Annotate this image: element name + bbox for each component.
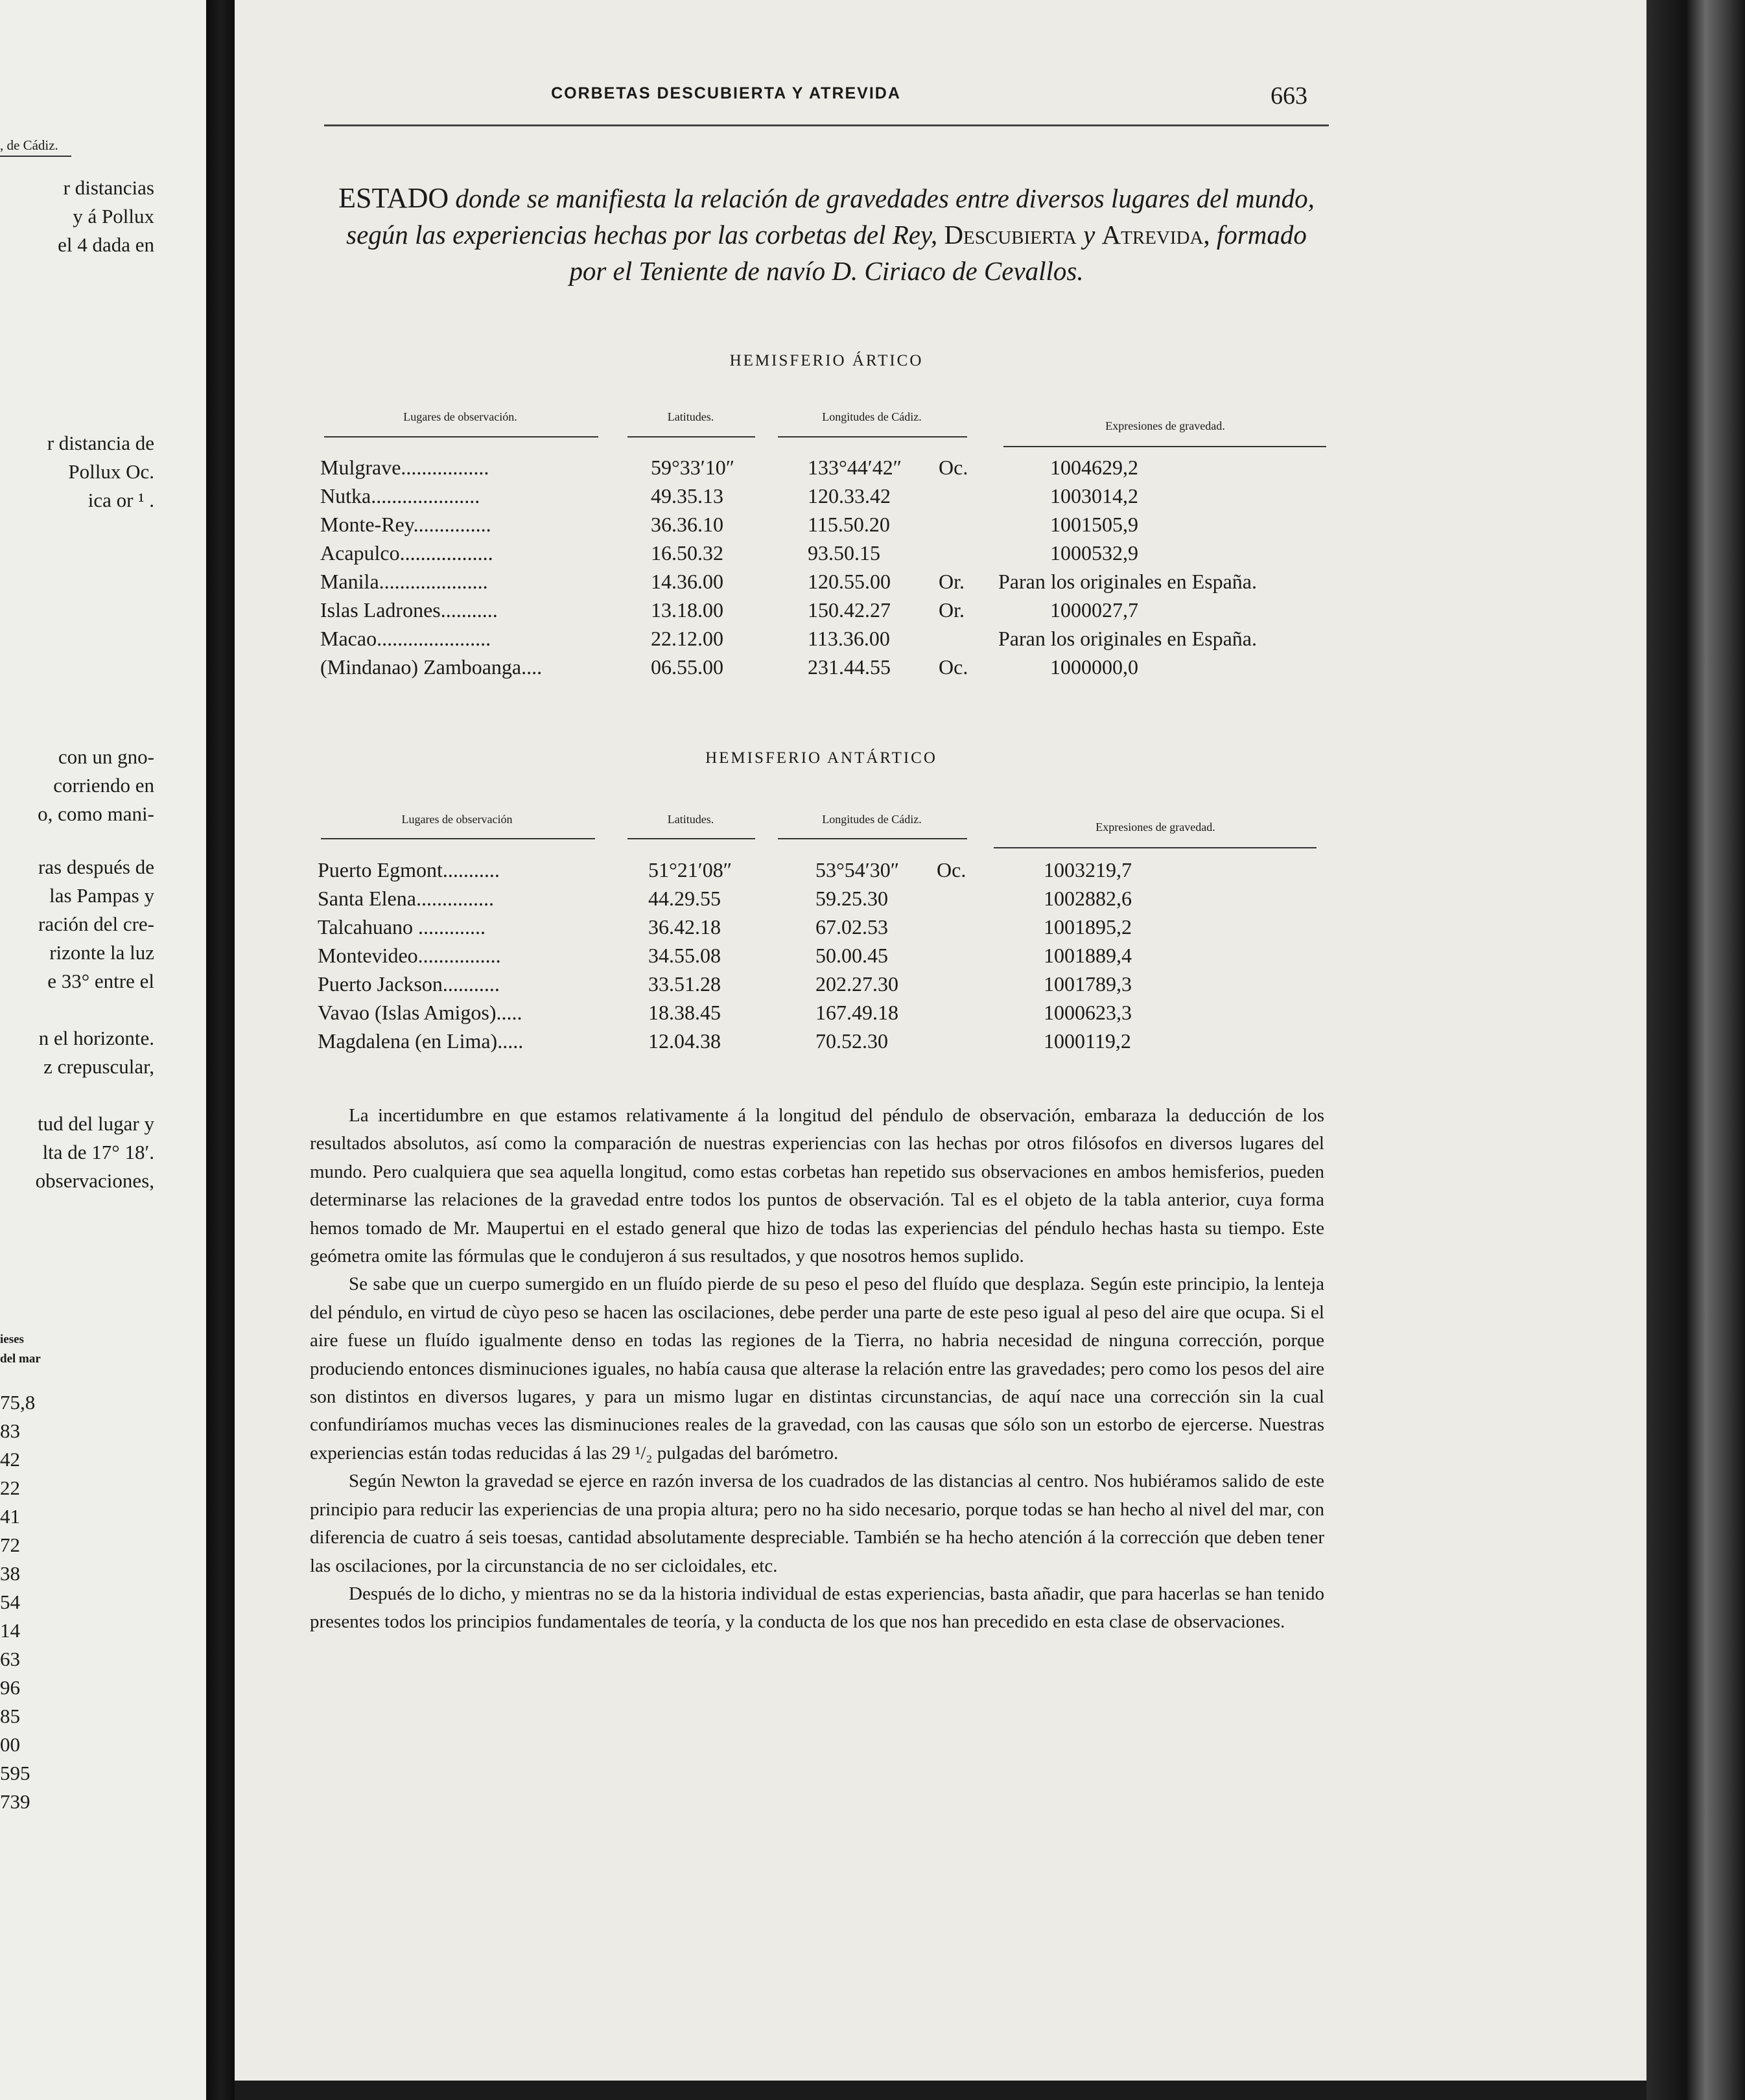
- book-bottom-edge: [235, 2081, 1646, 2100]
- col-rule: [778, 838, 967, 839]
- left-page-line: observaciones,: [35, 1169, 154, 1192]
- left-page-line: ras después de: [38, 856, 154, 878]
- col-head-lat: Latitudes.: [667, 813, 714, 826]
- col-head-place: Lugares de observación: [401, 813, 513, 826]
- place-cell: Nutka.....................: [320, 484, 480, 508]
- gravity-cell: 1001889,4: [1044, 944, 1132, 967]
- longitude-cell: 53°54′30″: [815, 858, 900, 881]
- direction-cell: Oc.: [937, 858, 966, 881]
- gravity-cell: 1001895,2: [1044, 915, 1132, 939]
- left-page-rule: [0, 156, 71, 157]
- left-page-line: las Pampas y: [49, 884, 154, 907]
- col-head-lon: Longitudes de Cádiz.: [822, 410, 922, 423]
- gravity-cell: 1000027,7: [1050, 598, 1138, 622]
- left-page-number: 739: [0, 1790, 30, 1813]
- latitude-cell: 49.35.13: [651, 484, 723, 508]
- left-page-line: con un gno-: [58, 745, 154, 768]
- left-page-line: ración del cre-: [38, 913, 154, 935]
- col-rule: [1003, 446, 1326, 447]
- left-page-number: 22: [0, 1476, 20, 1499]
- table-title: [321, 180, 1332, 289]
- left-page-line: n el horizonte.: [38, 1027, 154, 1049]
- left-page-line: r distancias: [63, 176, 154, 199]
- title-part3: formado: [1216, 220, 1307, 250]
- place-cell: Mulgrave.................: [320, 456, 489, 479]
- running-head: CORBETAS DESCUBIERTA Y ATREVIDA: [551, 84, 901, 102]
- title-part4: por el Teniente de navío D. Ciriaco de Cevallos.: [569, 256, 1084, 286]
- left-page-number: 75,8: [0, 1391, 36, 1414]
- latitude-cell: 44.29.55: [648, 887, 721, 910]
- place-cell: Macao......................: [320, 627, 491, 650]
- gravity-cell: 1000623,3: [1044, 1001, 1132, 1024]
- title-estado: ESTADO: [338, 182, 449, 214]
- place-cell: Talcahuano .............: [318, 915, 486, 939]
- latitude-cell: 34.55.08: [648, 944, 721, 967]
- left-page-line: rizonte la luz: [49, 941, 154, 964]
- left-page-number: 595: [0, 1762, 30, 1784]
- latitude-cell: 22.12.00: [651, 627, 723, 650]
- title-part1: donde se manifiesta la relación de gravedades entre diversos lugares del mundo,: [455, 183, 1315, 213]
- left-page-number: 83: [0, 1419, 20, 1442]
- left-page-line: lta de 17° 18′.: [42, 1141, 154, 1163]
- direction-cell: Oc.: [939, 655, 968, 679]
- latitude-cell: 36.36.10: [651, 513, 723, 536]
- latitude-cell: 18.38.45: [648, 1001, 721, 1024]
- latitude-cell: 13.18.00: [651, 598, 723, 622]
- latitude-cell: 14.36.00: [651, 570, 723, 593]
- col-rule: [627, 436, 755, 438]
- place-cell: Puerto Egmont...........: [318, 858, 500, 881]
- left-page-number: 41: [0, 1505, 20, 1528]
- latitude-cell: 16.50.32: [651, 541, 723, 565]
- left-page-line: e 33° entre el: [47, 970, 154, 992]
- gravity-cell: 1001505,9: [1050, 513, 1138, 536]
- left-page-line: el 4 dada en: [58, 233, 154, 256]
- left-page-number: 54: [0, 1591, 20, 1613]
- latitude-cell: 36.42.18: [648, 915, 721, 939]
- book-gutter: [206, 0, 235, 2100]
- col-head-lon: Longitudes de Cádiz.: [822, 813, 922, 826]
- paragraph: Se sabe que un cuerpo sumergido en un fluído pierde de su peso el peso del fluído que desplaza. Según este principio, la lenteja del péndulo, en virtud de cùyo peso se hacen las oscilaciones, debe perder una parte de este peso igual al peso del aire que ocupa. Si el aire fuese un fluído igualmente denso en todas las regiones de la Tierra, no habria necesidad de ninguna corrección, porque produciendo entonces disminuciones iguales, no había causa que alterase la relación entre las gravedades; pero como los pesos del aire son distintos en diversos lugares, y para un mismo lugar en distintas circunstancias, de aquí nace una corrección sin la cual confundiríamos muchas veces las disminuciones reales de la gravedad, con las causas que sólo son un estorbo de ejercerse. Nuestras experiencias están todas reducidas á las 29 ¹/₂ pulgadas del barómetro.: [310, 1274, 1324, 1464]
- left-page-number: 96: [0, 1676, 20, 1699]
- longitude-cell: 67.02.53: [815, 915, 888, 939]
- left-page-line: tud del lugar y: [38, 1112, 154, 1135]
- left-page-line: ica or ¹ .: [88, 489, 154, 511]
- paragraph: La incertidumbre en que estamos relativamente á la longitud del péndulo de observación, embaraza la deducción de los resultados absolutos, así como la comparación de nuestras experiencias con las hechas por otros filósofos en diversos lugares del mundo. Pero cualquiera que sea aquella longitud, como estas corbetas han repetido sus observaciones en ambos hemisferios, pueden determinarse las relaciones de la gravedad entre todos los puntos de observación. Tal es el objeto de la tabla anterior, cuya forma hemos tomado de Mr. Maupertui en el estado general que hizo de todas las experiencias del péndulo hechas hasta su tiempo. Este geómetra omite las fórmulas que le condujeron á sus resultados, y que nosotros hemos suplido.: [310, 1105, 1324, 1267]
- page-number: 663: [1271, 82, 1307, 110]
- title-y: y: [1083, 220, 1095, 250]
- col-rule: [321, 838, 595, 839]
- place-cell: (Mindanao) Zamboanga....: [320, 655, 543, 679]
- left-page-number: 38: [0, 1562, 20, 1585]
- longitude-cell: 120.33.42: [808, 484, 891, 508]
- col-rule: [324, 436, 598, 438]
- header-rule: [324, 124, 1329, 126]
- direction-cell: Or.: [939, 570, 965, 593]
- gravity-cell: 1004629,2: [1050, 456, 1138, 479]
- left-page-header: , de Cádiz.: [0, 137, 58, 153]
- left-page-fragment: [0, 0, 206, 2100]
- longitude-cell: 113.36.00: [808, 627, 890, 650]
- left-page-line: o, como mani-: [38, 802, 154, 825]
- left-page-number: 72: [0, 1534, 20, 1556]
- col-rule: [994, 847, 1317, 848]
- left-page-line: z crepuscular,: [43, 1055, 154, 1078]
- left-page-col-head: del mar: [0, 1352, 41, 1366]
- arctic-heading: HEMISFERIO ÁRTICO: [729, 352, 924, 369]
- longitude-cell: 120.55.00: [808, 570, 891, 593]
- left-page-number: 14: [0, 1619, 20, 1642]
- longitude-cell: 59.25.30: [815, 887, 888, 910]
- title-ship2: Atrevida,: [1101, 220, 1210, 250]
- direction-cell: Or.: [939, 598, 965, 622]
- latitude-cell: 06.55.00: [651, 655, 723, 679]
- longitude-cell: 133°44′42″: [808, 456, 902, 479]
- place-cell: Montevideo................: [318, 944, 501, 967]
- left-page-number: 63: [0, 1648, 20, 1670]
- longitude-cell: 70.52.30: [815, 1029, 888, 1053]
- title-ship1: Descubierta: [944, 220, 1077, 250]
- title-part2: según las experiencias hechas por las corbetas del Rey,: [346, 220, 938, 250]
- longitude-cell: 93.50.15: [808, 541, 880, 565]
- left-page-line: corriendo en: [53, 774, 154, 797]
- longitude-cell: 167.49.18: [815, 1001, 898, 1024]
- left-page-number: 42: [0, 1448, 20, 1471]
- latitude-cell: 59°33′10″: [651, 456, 735, 479]
- book-right-edge: [1646, 0, 1745, 2100]
- place-cell: Vavao (Islas Amigos).....: [318, 1001, 522, 1024]
- longitude-cell: 50.00.45: [815, 944, 888, 967]
- gravity-cell: 1003014,2: [1050, 484, 1138, 508]
- place-cell: Puerto Jackson...........: [318, 972, 500, 996]
- left-page-col-head: ieses: [0, 1333, 24, 1346]
- gravity-cell: 1001789,3: [1044, 972, 1132, 996]
- left-page-number: 85: [0, 1705, 20, 1727]
- antarctic-heading: HEMISFERIO ANTÁRTICO: [705, 749, 937, 767]
- col-head-grav: Expresiones de gravedad.: [1095, 821, 1215, 834]
- latitude-cell: 12.04.38: [648, 1029, 721, 1053]
- gravity-cell: 1000000,0: [1050, 655, 1138, 679]
- longitude-cell: 150.42.27: [808, 598, 891, 622]
- place-cell: Santa Elena...............: [318, 887, 494, 910]
- latitude-cell: 33.51.28: [648, 972, 721, 996]
- paragraph: Según Newton la gravedad se ejerce en razón inversa de los cuadrados de las distancias al centro. Nos hubiéramos salido de este principio para reducir las experiencias de una propia altura; pero no ha sido necesario, porque todas se han hecho al nivel del mar, con diferencia de cuatro á seis toesas, cantidad absolutamente despreciable. También se ha hecho atención á la corrección que deben tener las oscilaciones, por la circunstancia de no ser cicloidales, etc.: [310, 1471, 1324, 1576]
- body-text: [310, 1102, 1324, 1637]
- place-cell: Magdalena (en Lima).....: [318, 1029, 524, 1053]
- latitude-cell: 51°21′08″: [648, 858, 732, 881]
- paragraph: Después de lo dicho, y mientras no se da la historia individual de estas experiencias, basta añadir, que para hacerlas se han tenido presentes todos los principios fundamentales de teoría, y la conducta de los que nos han precedido en esta clase de observaciones.: [310, 1583, 1324, 1633]
- place-cell: Monte-Rey...............: [320, 513, 491, 536]
- place-cell: Manila.....................: [320, 570, 488, 593]
- gravity-cell: 1000532,9: [1050, 541, 1138, 565]
- left-page-line: y á Pollux: [73, 205, 154, 228]
- gravity-cell: 1003219,7: [1044, 858, 1132, 881]
- col-head-grav: Expresiones de gravedad.: [1105, 419, 1225, 432]
- longitude-cell: 202.27.30: [815, 972, 898, 996]
- col-head-lat: Latitudes.: [667, 410, 714, 423]
- gravity-cell: 1002882,6: [1044, 887, 1132, 910]
- place-cell: Acapulco..................: [320, 541, 493, 565]
- col-rule: [627, 838, 755, 839]
- left-page-line: r distancia de: [47, 432, 154, 454]
- longitude-cell: 115.50.20: [808, 513, 890, 536]
- gravity-cell: 1000119,2: [1044, 1029, 1131, 1053]
- left-page-number: 00: [0, 1733, 20, 1756]
- col-rule: [778, 436, 967, 438]
- place-cell: Islas Ladrones...........: [320, 598, 498, 622]
- left-page-line: Pollux Oc.: [68, 460, 154, 483]
- direction-cell: Oc.: [939, 456, 968, 479]
- gravity-cell: Paran los originales en España.: [998, 570, 1257, 593]
- col-head-place: Lugares de observación.: [403, 410, 517, 423]
- gravity-cell: Paran los originales en España.: [998, 627, 1257, 650]
- longitude-cell: 231.44.55: [808, 655, 891, 679]
